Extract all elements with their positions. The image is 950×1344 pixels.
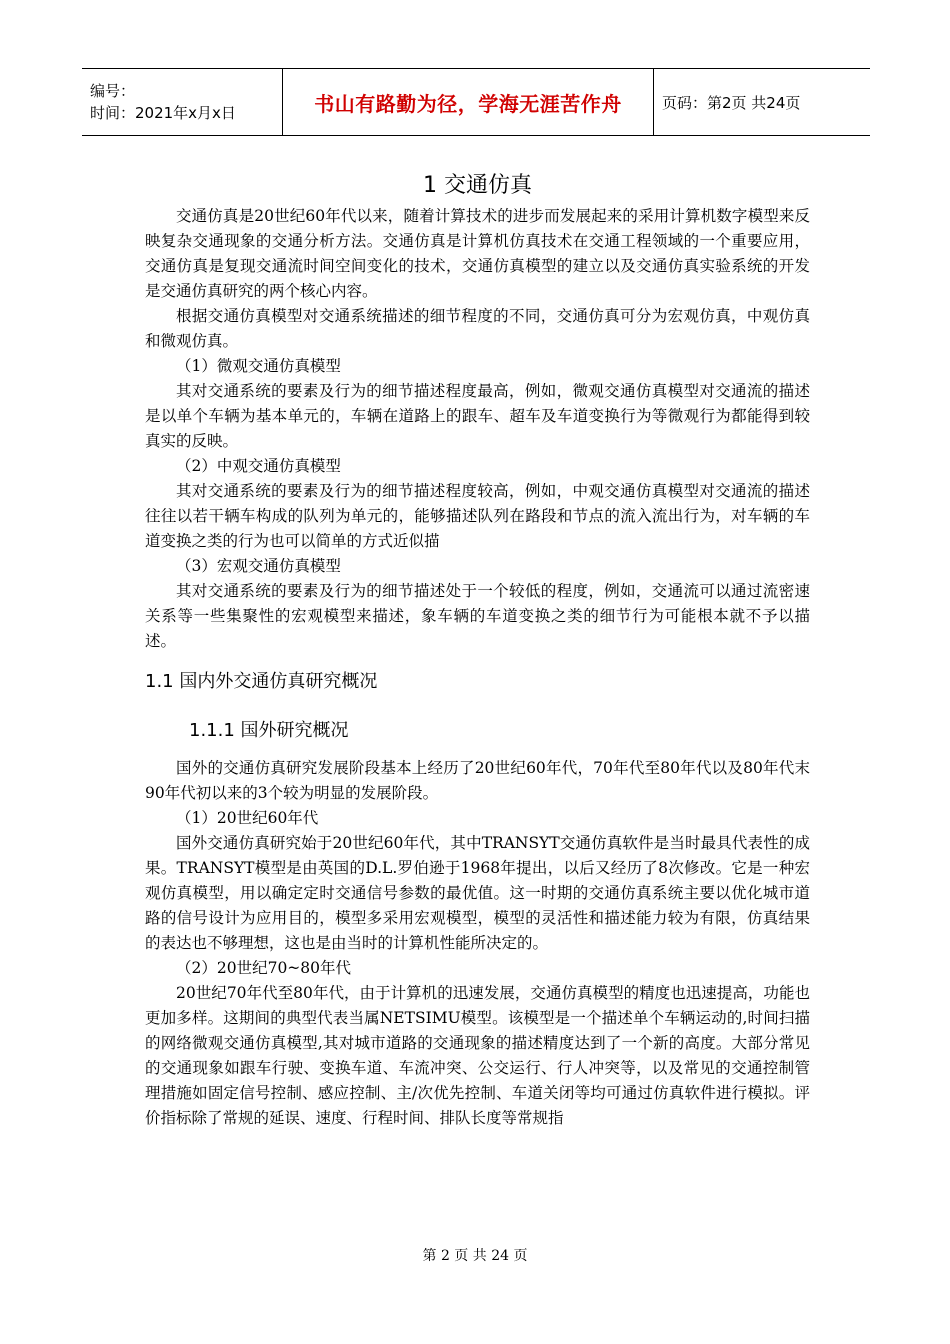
paragraph: 其对交通系统的要素及行为的细节描述程度最高，例如，微观交通仿真模型对交通流的描述是以单个车辆为基本单元的，车辆在道路上的跟车、超车及车道变换行为等微观行为都能得到较真实的反映。 xyxy=(145,382,810,450)
document-body xyxy=(145,168,810,1131)
paragraph: 国外的交通仿真研究发展阶段基本上经历了20世纪60年代，70年代至80年代以及80年代末90年代初以来的3个较为明显的发展阶段。 xyxy=(145,759,810,802)
page-header xyxy=(82,68,870,136)
list-heading: （3）宏观交通仿真模型 xyxy=(176,557,341,575)
header-motto-cell xyxy=(282,69,654,135)
list-heading: （1）20世纪60年代 xyxy=(176,809,319,827)
paragraph: 根据交通仿真模型对交通系统描述的细节程度的不同，交通仿真可分为宏观仿真，中观仿真和微观仿真。 xyxy=(145,307,810,350)
paragraph: 国外交通仿真研究始于20世纪60年代，其中TRANSYT交通仿真软件是当时最具代表性的成果。TRANSYT模型是由英国的D.L.罗伯逊于1968年提出，以后又经历了8次修改。它是一种宏观仿真模型，用以确定定时交通信号参数的最优值。这一时期的交通仿真系统主要以优化城市道路的信号设计为应用目的，模型多采用宏观模型，模型的灵活性和描述能力较为有限，仿真结果的表达也不够理想，这也是由当时的计算机性能所决定的。 xyxy=(145,834,810,952)
list-heading: （2）中观交通仿真模型 xyxy=(176,457,341,475)
document-number-label: 编号： xyxy=(90,82,136,100)
header-page-info: 页码：第2页 共24页 xyxy=(662,93,801,112)
paragraph: 交通仿真是20世纪60年代以来，随着计算技术的进步而发展起来的采用计算机数字模型来反映复杂交通现象的交通分析方法。交通仿真是计算机仿真技术在交通工程领域的一个重要应用，交通仿真是复现交通流时间空间变化的技术，交通仿真模型的建立以及交通仿真实验系统的开发是交通仿真研究的两个核心内容。 xyxy=(145,207,810,300)
chapter-title: 1 交通仿真 xyxy=(423,173,532,198)
paragraph: 其对交通系统的要素及行为的细节描述程度较高，例如，中观交通仿真模型对交通流的描述往往以若干辆车构成的队列为单元的，能够描述队列在路段和节点的流入流出行为，对车辆的车道变换之类的行为也可以简单的方式近似描 xyxy=(145,482,810,550)
header-motto: 书山有路勤为径，学海无涯苦作舟 xyxy=(314,91,622,116)
document-time-label: 时间：2021年x月x日 xyxy=(90,104,236,122)
page-footer: 第 2 页 共 24 页 xyxy=(422,1248,528,1264)
paragraph: 20世纪70年代至80年代，由于计算机的迅速发展，交通仿真模型的精度也迅速提高，功能也更加多样。这期间的典型代表当属NETSIMU模型。该模型是一个描述单个车辆运动的,时间扫描的网络微观交通仿真模型,其对城市道路的交通现象的描述精度达到了一个新的高度。大部分常见的交通现象如跟车行驶、变换车道、车流冲突、公交运行、行人冲突等，以及常见的交通控制管理措施如固定信号控制、感应控制、主/次优先控制、车道关闭等均可通过仿真软件进行模拟。评价指标除了常规的延误、速度、行程时间、排队长度等常规指 xyxy=(145,984,810,1127)
header-left-cell xyxy=(82,69,282,135)
list-heading: （1）微观交通仿真模型 xyxy=(176,357,341,375)
subsection-heading: 1.1.1 国外研究概况 xyxy=(189,720,349,741)
header-page-cell xyxy=(654,69,870,135)
list-heading: （2）20世纪70~80年代 xyxy=(176,959,352,977)
paragraph: 其对交通系统的要素及行为的细节描述处于一个较低的程度，例如，交通流可以通过流密速关系等一些集聚性的宏观模型来描述，象车辆的车道变换之类的细节行为可能根本就不予以描述。 xyxy=(145,582,810,650)
section-heading: 1.1 国内外交通仿真研究概况 xyxy=(145,671,378,692)
